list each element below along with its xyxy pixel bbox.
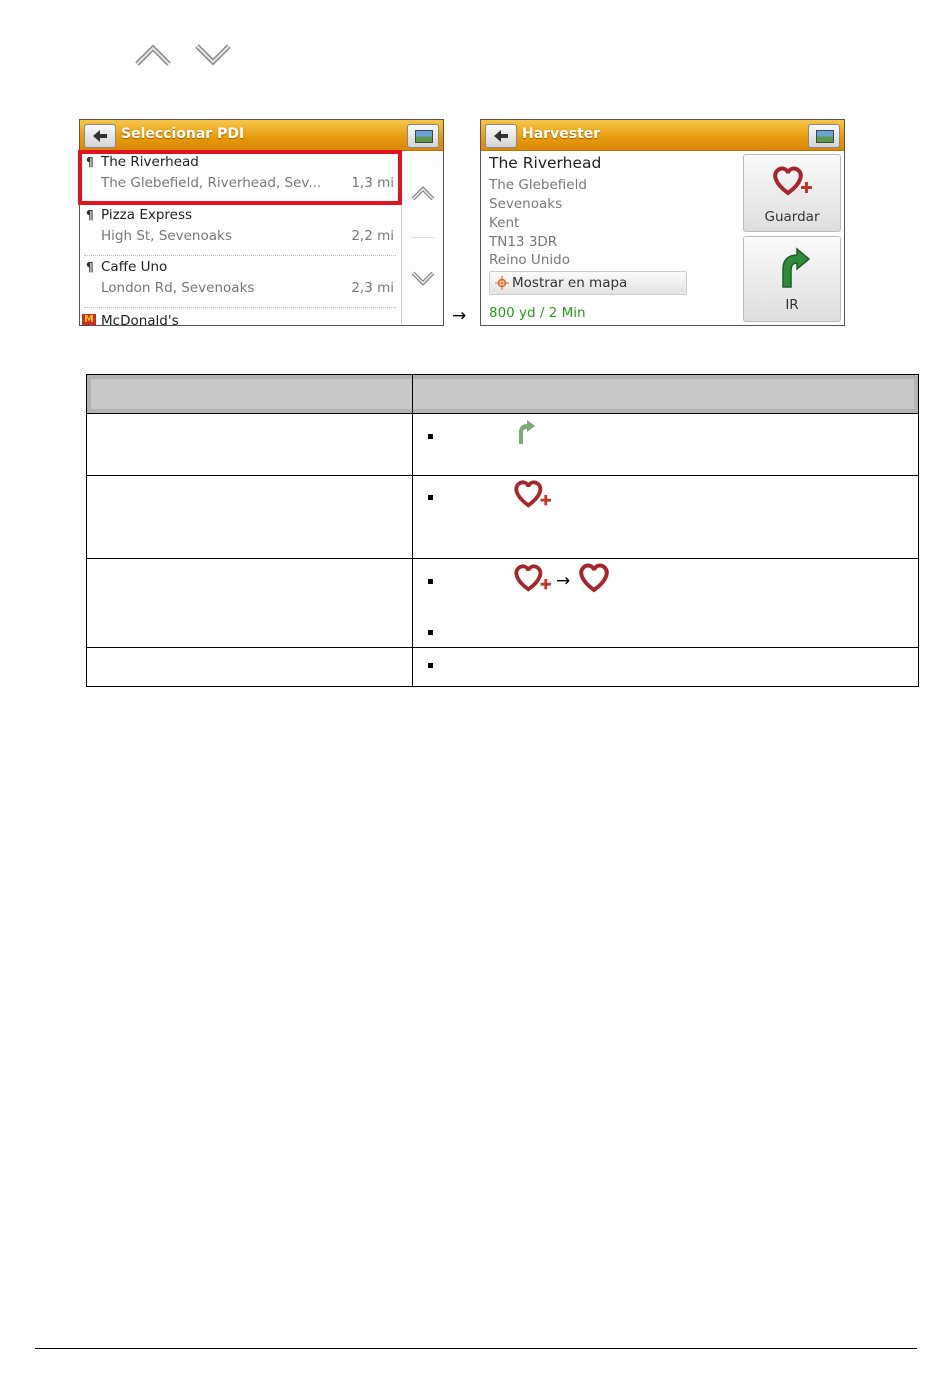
poi-name: Pizza Express (101, 207, 193, 223)
go-arrow-icon (769, 245, 815, 291)
go-button[interactable] (743, 236, 841, 322)
poi-name: The Riverhead (489, 154, 602, 172)
map-button[interactable] (407, 124, 439, 148)
poi-distance: 2,3 mi (351, 280, 394, 296)
scroll-indicator (412, 237, 434, 238)
map-button[interactable] (808, 124, 840, 148)
heart-icon (577, 563, 611, 593)
poi-distance: 2,2 mi (351, 228, 394, 244)
back-button[interactable] (485, 124, 517, 148)
bullet (428, 630, 433, 635)
go-label: IR (785, 297, 799, 313)
fork-knife-icon: ¶ (86, 260, 94, 274)
title-bar (481, 120, 844, 151)
poi-name: McDonald's (101, 313, 179, 326)
poi-name: Caffe Uno (101, 259, 168, 275)
scroll-down-button[interactable] (402, 265, 444, 291)
list-item[interactable] (80, 256, 400, 308)
address-line: TN13 3DR (489, 234, 558, 250)
title-bar (80, 120, 443, 151)
back-arrow-icon (486, 125, 516, 147)
info-table (86, 374, 919, 687)
map-pin-icon (494, 275, 510, 291)
table-header (87, 375, 918, 414)
arrow-symbol: → (556, 571, 571, 591)
bullet (428, 579, 433, 584)
heart-plus-icon (771, 165, 817, 199)
scroll-up-icon (133, 40, 173, 70)
address-line: Kent (489, 215, 520, 231)
arrow-symbol: → (452, 306, 467, 326)
map-icon (415, 130, 433, 143)
poi-detail-screen (480, 119, 845, 326)
heart-plus-icon (512, 563, 556, 595)
address-line: Sevenoaks (489, 196, 563, 212)
address-line: Reino Unido (489, 252, 570, 268)
address-line: The Glebefield (489, 177, 587, 193)
bullet (428, 495, 433, 500)
poi-address: London Rd, Sevenoaks (101, 280, 255, 296)
back-button[interactable] (84, 124, 116, 148)
poi-distance: 1,3 mi (351, 175, 394, 191)
highlight-box (78, 150, 402, 205)
save-label: Guardar (764, 209, 820, 225)
back-arrow-icon (85, 125, 115, 147)
fork-knife-icon: ¶ (86, 155, 94, 169)
footer-rule (35, 1348, 917, 1349)
poi-name: The Riverhead (101, 154, 199, 170)
scroll-up-button[interactable] (402, 181, 444, 207)
list-item[interactable] (80, 204, 400, 256)
poi-address: The Glebefield, Riverhead, Sev... (101, 175, 322, 191)
distance-time: 800 yd / 2 Min (489, 305, 586, 321)
show-on-map-label: Mostrar en mapa (512, 275, 628, 291)
show-on-map-button[interactable] (489, 271, 687, 295)
screen-title: Harvester (522, 126, 601, 142)
scroll-column (401, 151, 444, 325)
heart-plus-icon (512, 479, 556, 511)
scroll-down-icon (193, 40, 233, 70)
go-arrow-icon (511, 418, 537, 446)
map-icon (816, 130, 834, 143)
screen-title: Seleccionar PDI (121, 126, 245, 142)
bullet (428, 434, 433, 439)
list-item[interactable] (80, 308, 400, 326)
save-button[interactable] (743, 154, 841, 232)
mcdonalds-logo-icon: M (82, 314, 96, 326)
poi-address: High St, Sevenoaks (101, 228, 232, 244)
bullet (428, 663, 433, 668)
fork-knife-icon: ¶ (86, 208, 94, 222)
